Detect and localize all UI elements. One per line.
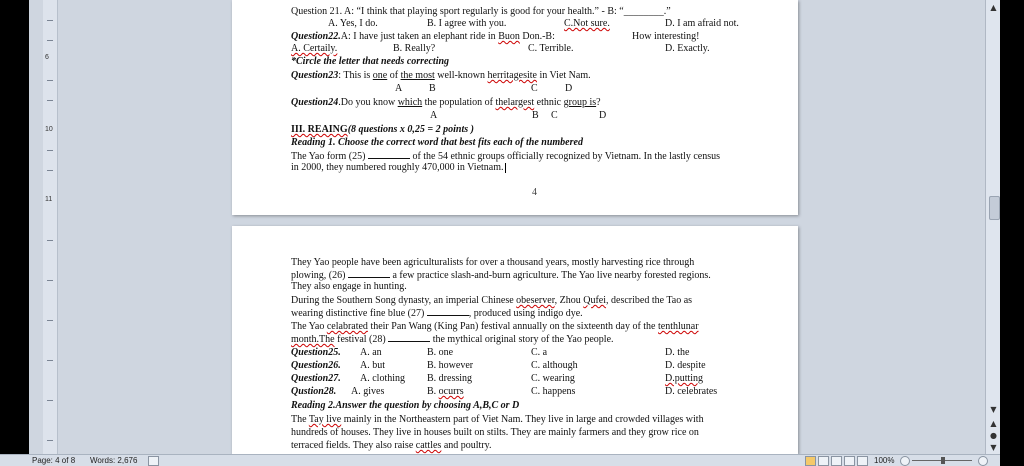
word-count-status[interactable]: Words: 2,676: [90, 456, 138, 465]
passage3-line3: terraced fields. They also raise cattles and poultry.: [291, 440, 492, 451]
vertical-scrollbar[interactable]: [985, 0, 1001, 454]
ruler-number: 11: [45, 196, 53, 203]
passage1-line2[interactable]: in 2000, they numbered roughly 470,000 in Vietnam.: [291, 162, 504, 173]
q28-option-c: C. happens: [531, 386, 576, 397]
q28-label: Qustion28.: [291, 386, 337, 397]
q23-letter-a: A: [395, 83, 403, 94]
q24-text: Question24.Do you know which the population of thelargest ethnic group is?: [291, 97, 601, 108]
passage2-line2: plowing, (26) a few practice slash-and-burn agriculture. The Yao live nearby forested regions.: [291, 270, 711, 281]
scroll-thumb[interactable]: [989, 196, 1000, 220]
q23-letter-b: B: [429, 83, 436, 94]
passage2-line4: During the Southern Song dynasty, an imperial Chinese obeserver, Zhou Qufei, described the Tao as: [291, 295, 693, 306]
q27-option-d: D.putting: [665, 373, 704, 384]
q22-option-a: A. Certaily.: [291, 43, 338, 54]
reading1-heading: Reading 1. Choose the correct word that best fits each of the numbered: [291, 137, 583, 148]
q24-letter-b: B: [532, 110, 539, 121]
q28-option-d: D. celebrates: [665, 386, 718, 397]
q22-option-c: C. Terrible.: [528, 43, 574, 54]
q21-option-c: C.Not sure.: [564, 18, 610, 29]
q23-letter-c: C: [531, 83, 538, 94]
passage2-line5: wearing distinctive fine blue (27) , produced using indigo dye.: [291, 308, 583, 319]
q21-option-d: D. I am afraid not.: [665, 18, 739, 29]
page-number: 4: [532, 187, 537, 198]
scroll-down-arrow-icon[interactable]: ▼: [990, 405, 997, 414]
q27-option-a: A. clothing: [360, 373, 405, 384]
q26-option-b: B. however: [427, 360, 474, 371]
q25-option-b: B. one: [427, 347, 454, 358]
passage1-line1: The Yao form (25) of the 54 ethnic groups officially recognized by Vietnam. In the lastly census: [291, 151, 720, 162]
reading2-heading: Reading 2.Answer the question by choosing A,B,C or D: [291, 400, 520, 411]
q24-letter-a: A: [430, 110, 438, 121]
browse-object-icon[interactable]: ●: [990, 431, 997, 440]
ruler-number: 6: [45, 54, 49, 61]
passage2-line7: month.The festival (28) the mythical original story of the Yao people.: [291, 334, 614, 345]
q24-letter-d: D: [599, 110, 607, 121]
q24-letter-c: C: [551, 110, 558, 121]
q27-label: Question27.: [291, 373, 341, 384]
q25-option-d: D. the: [665, 347, 690, 358]
q27-option-b: B. dressing: [427, 373, 472, 384]
instruction-correcting: *Circle the letter that needs correcting: [291, 56, 450, 67]
section-heading: III. REAING(8 questions x 0,25 = 2 points ): [291, 124, 474, 135]
text-cursor: [505, 163, 506, 173]
vertical-ruler: [43, 0, 58, 454]
ruler-number: 10: [45, 126, 53, 133]
previous-page-icon[interactable]: ▲: [990, 419, 997, 428]
q22-text: Question22.A: I have just taken an elephant ride in Buon Don.-B:: [291, 31, 555, 42]
passage3-line2: hundreds of houses. They live in houses built on stilts. They are mainly farmers and they grow rice on: [291, 427, 699, 438]
q26-option-c: C. although: [531, 360, 578, 371]
q28-option-a: A. gives: [351, 386, 385, 397]
document-page-4[interactable]: [232, 0, 798, 215]
passage2-line3: They also engage in hunting.: [291, 281, 407, 292]
passage2-line1: They Yao people have been agriculturalists for over a thousand years, mostly harvesting rice through: [291, 257, 695, 268]
q23-letter-d: D: [565, 83, 573, 94]
next-page-icon[interactable]: ▼: [990, 443, 997, 452]
q21-option-b: B. I agree with you.: [427, 18, 507, 29]
scroll-up-arrow-icon[interactable]: ▲: [990, 3, 997, 12]
q21-option-a: A. Yes, I do.: [328, 18, 378, 29]
q22-option-b: B. Really?: [393, 43, 436, 54]
q27-option-c: C. wearing: [531, 373, 575, 384]
q26-option-d: D. despite: [665, 360, 706, 371]
zoom-level[interactable]: 100%: [874, 456, 895, 465]
q25-option-a: A. an: [360, 347, 382, 358]
q25-option-c: C. a: [531, 347, 548, 358]
page-count-status[interactable]: Page: 4 of 8: [32, 456, 76, 465]
q26-label: Question26.: [291, 360, 341, 371]
q28-option-b: B. ocurrs: [427, 386, 464, 397]
zoom-slider-handle[interactable]: [941, 457, 945, 464]
q21-text: Question 21. A: “I think that playing sport regularly is good for your health.” - B: “________.”: [291, 6, 671, 17]
q23-text: Question23: This is one of the most well-known herritagesite in Viet Nam.: [291, 70, 591, 81]
document-page-5[interactable]: [232, 226, 798, 454]
q25-label: Question25.: [291, 347, 341, 358]
passage3-line1: The Tay live mainly in the Northeastern part of Viet Nam. They live in large and crowded villages with: [291, 414, 704, 425]
q26-option-a: A. but: [360, 360, 385, 371]
passage2-line6: The Yao celabrated their Pan Wang (King Pan) festival annually on the sixteenth day of the tenthlunar: [291, 321, 699, 332]
document-workspace[interactable]: [29, 0, 985, 454]
right-black-margin: [1000, 0, 1024, 465]
status-bar: [0, 454, 1000, 466]
q22-option-d: D. Exactly.: [665, 43, 710, 54]
left-black-margin: [0, 0, 14, 454]
q22-reply: How interesting!: [632, 31, 700, 42]
